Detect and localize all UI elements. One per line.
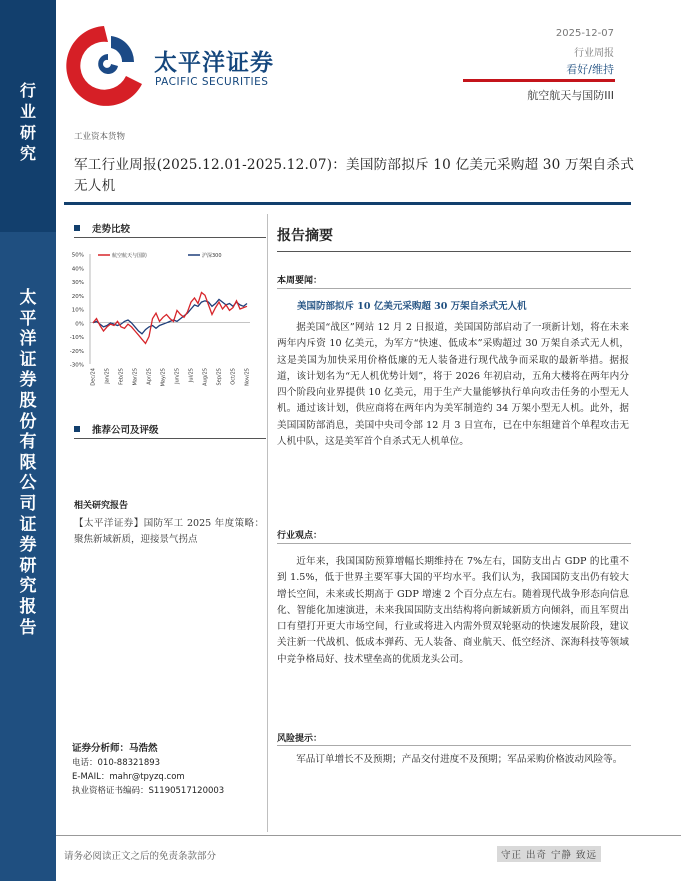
related-report-link[interactable]: 【太平洋证券】国防军工 2025 年度策略：聚焦新域新质，迎接景气拐点 — [74, 518, 264, 545]
logo-mark-icon — [64, 14, 154, 114]
sidebar-char: 报 — [19, 596, 37, 617]
sidebar-char: 太 — [19, 288, 37, 308]
series-line — [93, 299, 247, 333]
sidebar-char: 业 — [19, 102, 36, 121]
analyst-email[interactable]: E-MAIL：mahr@tpyzq.com — [72, 772, 185, 782]
sidebar-char: 股 — [19, 390, 37, 411]
x-tick-label: Jan/25 — [104, 368, 111, 384]
news-headline: 美国防部拟斥 10 亿美元采购超 30 万架自杀式无人机 — [297, 301, 527, 312]
sidebar-char: 究 — [19, 576, 37, 597]
sidebar-char: 行 — [19, 81, 36, 100]
sidebar — [0, 0, 56, 881]
x-tick-label: Jul/25 — [188, 368, 195, 383]
summary-heading-rule — [277, 251, 631, 252]
x-tick-label: Oct/25 — [230, 368, 237, 385]
trend-heading-rule — [74, 237, 266, 238]
sidebar-char: 司 — [19, 493, 37, 514]
sidebar-char: 限 — [19, 452, 37, 473]
logo-cn-text: 太平洋证券 — [154, 50, 274, 76]
sidebar-char: 洋 — [19, 329, 37, 350]
report-date: 2025-12-07 — [555, 28, 614, 39]
recommend-heading-text: 推荐公司及评级 — [92, 425, 159, 436]
industry-tag: 工业资本货物 — [74, 132, 126, 142]
recommend-heading-rule — [74, 438, 266, 439]
y-tick-label: 40% — [71, 266, 84, 273]
analyst-info — [72, 742, 224, 798]
sidebar-top-text — [0, 80, 56, 164]
x-tick-label: Feb/25 — [118, 368, 125, 385]
y-tick-label: 30% — [71, 280, 84, 286]
sidebar-bottom-text — [0, 288, 56, 638]
view-body: 近年来，我国国防预算增幅长期维持在 7%左右，国防支出占 GDP 的比重不到 1.5%，低于世界主要军事大国的平均水平。我们认为，我国国防支出仍有较大增长空间，未来或长期高于 GDP 增速 2 个百分点左右。随着现代战争形态向信息化、智能化加速演进，未来我国国防支出结构将向新域新质方向倾斜，而且军贸出口有望打开更大市场空间，行业或将进入内需外贸双轮驱动的快速发展阶段，建议关注新一代战机、低成本弹药、无人装备、商业航天、低空经济、深海科技等领域中竞争格局好、技术壁垒高的优质龙头公司。 — [277, 556, 629, 665]
y-tick-label: 0% — [75, 321, 84, 328]
column-divider — [267, 214, 268, 832]
analyst-name: 证券分析师：马浩然 — [72, 743, 158, 754]
x-tick-label: Apr/25 — [146, 368, 153, 385]
sidebar-char: 研 — [19, 555, 37, 576]
legend-label: 沪深300 — [202, 253, 222, 259]
y-tick-label: 50% — [71, 252, 84, 259]
legend-label: 航空航天与国防 — [112, 253, 148, 259]
rating: 看好/维持 — [566, 63, 614, 76]
recommend-heading — [74, 422, 159, 436]
sidebar-char: 告 — [19, 617, 37, 638]
company-logo — [64, 14, 304, 114]
risk-body: 军品订单增长不及预期；产品交付进度不及预期；军品采购价格波动风险等。 — [296, 754, 623, 765]
footer-rule — [56, 835, 681, 836]
y-tick-label: -20% — [69, 348, 84, 355]
x-tick-label: Nov/25 — [244, 368, 251, 386]
risk-label: 风险提示： — [277, 734, 323, 744]
y-tick-label: -10% — [69, 335, 84, 341]
sidebar-char: 平 — [19, 308, 37, 329]
summary-heading: 报告摘要 — [277, 228, 333, 244]
analyst-phone: 电话：010-88321893 — [72, 758, 161, 768]
series-line — [93, 293, 247, 344]
x-tick-label: Jun/25 — [174, 368, 181, 384]
news-body: 据美国“战区”网站 12 月 2 日报道，美国国防部启动了一项新计划，将在未来两年内斥资 10 亿美元，为军方“快速、低成本”采购超过 30 万架自杀式无人机，这是美国为加快采用价格低廉的无人装备进行现代战争而采取的最新举措。据报道，该计划名为“无人机优势计划”，将于 2026 年初启动，五角大楼将在两年内分四个阶段向业界提供 10 亿美元，用于生产大量能够执行单向攻击任务的小型无人机。通过该计划，供应商将在两年内为美军制造约 34 万架小型无人机。此外，据美国国防部消息，美国中央司令部 12 月 3 日宣布，已在中东组建首个单程攻击无人机中队，这是美军首个自杀式无人机单位。 — [277, 322, 629, 448]
y-tick-label: 10% — [71, 307, 84, 314]
sidebar-char: 有 — [19, 432, 37, 453]
sidebar-char: 证 — [19, 349, 37, 370]
risk-rule — [277, 745, 631, 746]
x-tick-label: May/25 — [160, 368, 167, 387]
header-accent-line — [463, 79, 615, 82]
heading-square-icon — [74, 426, 80, 432]
report-type: 行业周报 — [574, 48, 614, 59]
view-rule — [277, 543, 631, 544]
related-heading: 相关研究报告 — [74, 501, 129, 511]
sidebar-char: 究 — [19, 144, 36, 163]
sidebar-char: 份 — [19, 411, 37, 432]
x-tick-label: Aug/25 — [202, 368, 209, 386]
x-tick-label: Dec/24 — [90, 368, 97, 386]
trend-chart — [68, 240, 264, 390]
y-tick-label: -30% — [69, 362, 84, 369]
x-tick-label: Sep/25 — [216, 368, 223, 386]
company-motto: 守正 出奇 宁静 致远 — [497, 846, 601, 862]
logo-en-text: PACIFIC SECURITIES — [155, 76, 269, 88]
x-tick-label: Mar/25 — [132, 368, 139, 386]
analyst-license: 执业资格证书编码：S1190517120003 — [72, 786, 225, 796]
sidebar-char: 研 — [19, 123, 36, 142]
sector-name: 航空航天与国防III — [527, 89, 614, 102]
sidebar-char: 券 — [19, 535, 37, 556]
news-rule — [277, 288, 631, 289]
trend-heading-text: 走势比较 — [92, 224, 131, 235]
sidebar-char: 券 — [19, 370, 37, 391]
sidebar-char: 公 — [19, 473, 37, 494]
heading-square-icon — [74, 225, 80, 231]
title-divider — [64, 202, 631, 205]
report-title: 军工行业周报(2025.12.01-2025.12.07)：美国防部拟斥 10 亿美元采购超 30 万架自杀式无人机 — [74, 157, 634, 194]
y-tick-label: 20% — [71, 293, 84, 300]
view-label: 行业观点： — [277, 531, 323, 541]
sidebar-char: 证 — [19, 514, 37, 535]
news-label: 本周要闻： — [277, 276, 323, 286]
trend-heading — [74, 221, 130, 235]
disclaimer-notice: 请务必阅读正文之后的免责条款部分 — [64, 851, 217, 862]
